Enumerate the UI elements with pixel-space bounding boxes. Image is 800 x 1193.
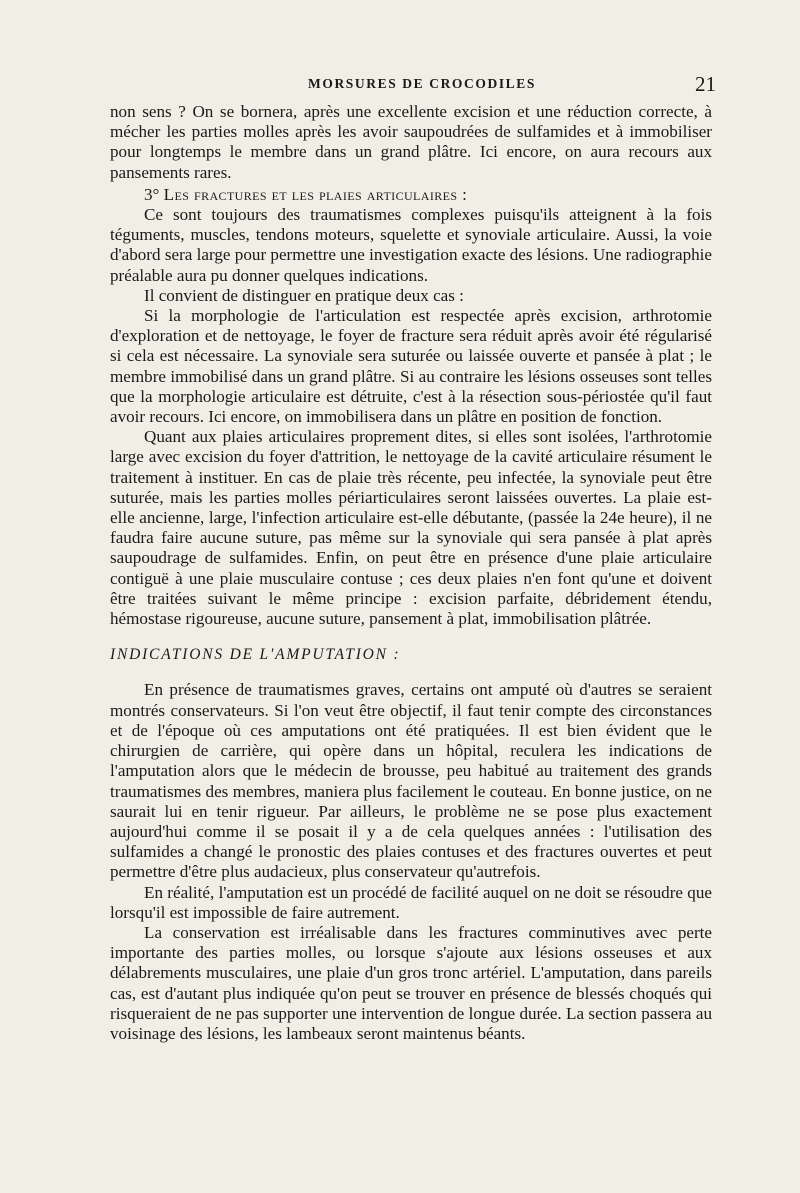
paragraph-1: non sens ? On se bornera, après une excellente excision et une réduction correcte, à mécher les parties molles après les avoir saupoudrées de sulfamides et à immobiliser pour longtemps le membre dans un grand plâtre. Ici encore, on aura recours aux pansements rares. [110, 102, 712, 182]
paragraph-7: En réalité, l'amputation est un procédé de facilité auquel on ne doit se résoudre que lorsqu'il est impossible de faire autrement. [110, 882, 712, 922]
subsection-number: 3° [144, 184, 160, 204]
paragraph-6: En présence de traumatismes graves, certains ont amputé où d'autres se seraient montrés conservateurs. Si l'on veut être objectif, il faut tenir compte des circonstances et de l'époque où ces amputations ont été pratiquées. Il est bien évident que le chirurgien de carrière, qui opère dans un hôpital, reculera les indications de l'amputation alors que le médecin de brousse, peu habitué au traitement des grands traumatismes des membres, maniera plus facilement le couteau. En bonne justice, on ne saurait lui en tenir rigueur. Par ailleurs, le problème ne se pose plus exactement aujourd'hui comme il se posait il y a de cela quelques années : l'utilisation des sulfamides a changé le pronostic des plaies contuses et des fractures ouvertes et peut permettre d'être plus audacieux, plus conservateur qu'autrefois. [110, 680, 712, 882]
running-head [110, 72, 716, 100]
body-text [110, 102, 712, 1044]
page-number: 21 [695, 72, 716, 96]
paragraph-4: Si la morphologie de l'articulation est respectée après excision, arthrotomie d'exploration et de nettoyage, le foyer de fracture sera réduit après avoir été régularisé si cela est nécessaire. La synoviale sera suturée ou laissée ouverte et pansée à plat ; le membre immobilisé dans un grand plâtre. Si au contraire les lésions osseuses sont telles que la morphologie articulaire est détruite, c'est à la résection sous-périostée qu'il faut avoir recours. Ici encore, on immobilisera dans un plâtre en position de fonction. [110, 306, 712, 427]
paragraph-8: La conservation est irréalisable dans les fractures comminutives avec perte importante des parties molles, ou lorsque s'ajoute aux lésions osseuses et aux délabrements musculaires, une plaie d'un gros tronc artériel. L'amputation, dans pareils cas, est d'autant plus indiquée qu'on peut se trouver en présence de blessés choqués qui risqueraient de ne pas supporter une intervention de longue durée. La section passera au voisinage des lésions, les lambeaux seront maintenus béants. [110, 922, 712, 1043]
paragraph-3: Il convient de distinguer en pratique deux cas : [144, 285, 464, 305]
subsection-heading [110, 185, 712, 205]
running-title: MORSURES DE CROCODILES [308, 76, 536, 91]
subsection-title: Les fractures et les plaies articulaires : [163, 184, 468, 204]
section-heading: INDICATIONS DE L'AMPUTATION : [110, 646, 401, 664]
paragraph-5: Quant aux plaies articulaires proprement dites, si elles sont isolées, l'arthrotomie large avec excision du foyer d'attrition, le nettoyage de la cavité articulaire résument le traitement à instituer. En cas de plaie très récente, peu infectée, la synoviale peut être suturée, mais les parties molles périarticulaires seront laissées ouvertes. La plaie est-elle ancienne, large, l'infection articulaire est-elle débutante, (passée la 24e heure), il ne faudra faire aucune suture, pas même sur la synoviale qui sera pansée à plat après saupoudrage de sulfamides. Enfin, on peut être en présence d'une plaie articulaire contiguë à une plaie musculaire contuse ; ces deux plaies n'en font qu'une et doivent être traitées suivant le même principe : excision parfaite, débridement étendu, hémostase rigoureuse, aucune suture, pansement à plat, immobilisation plâtrée. [110, 427, 712, 629]
paragraph-2: Ce sont toujours des traumatismes complexes puisqu'ils atteignent à la fois téguments, muscles, tendons moteurs, squelette et synoviale articulaire. Aussi, la voie d'abord sera large pour permettre une investigation exacte des lésions. Une radiographie préalable aura pu donner quelques indications. [110, 205, 712, 285]
